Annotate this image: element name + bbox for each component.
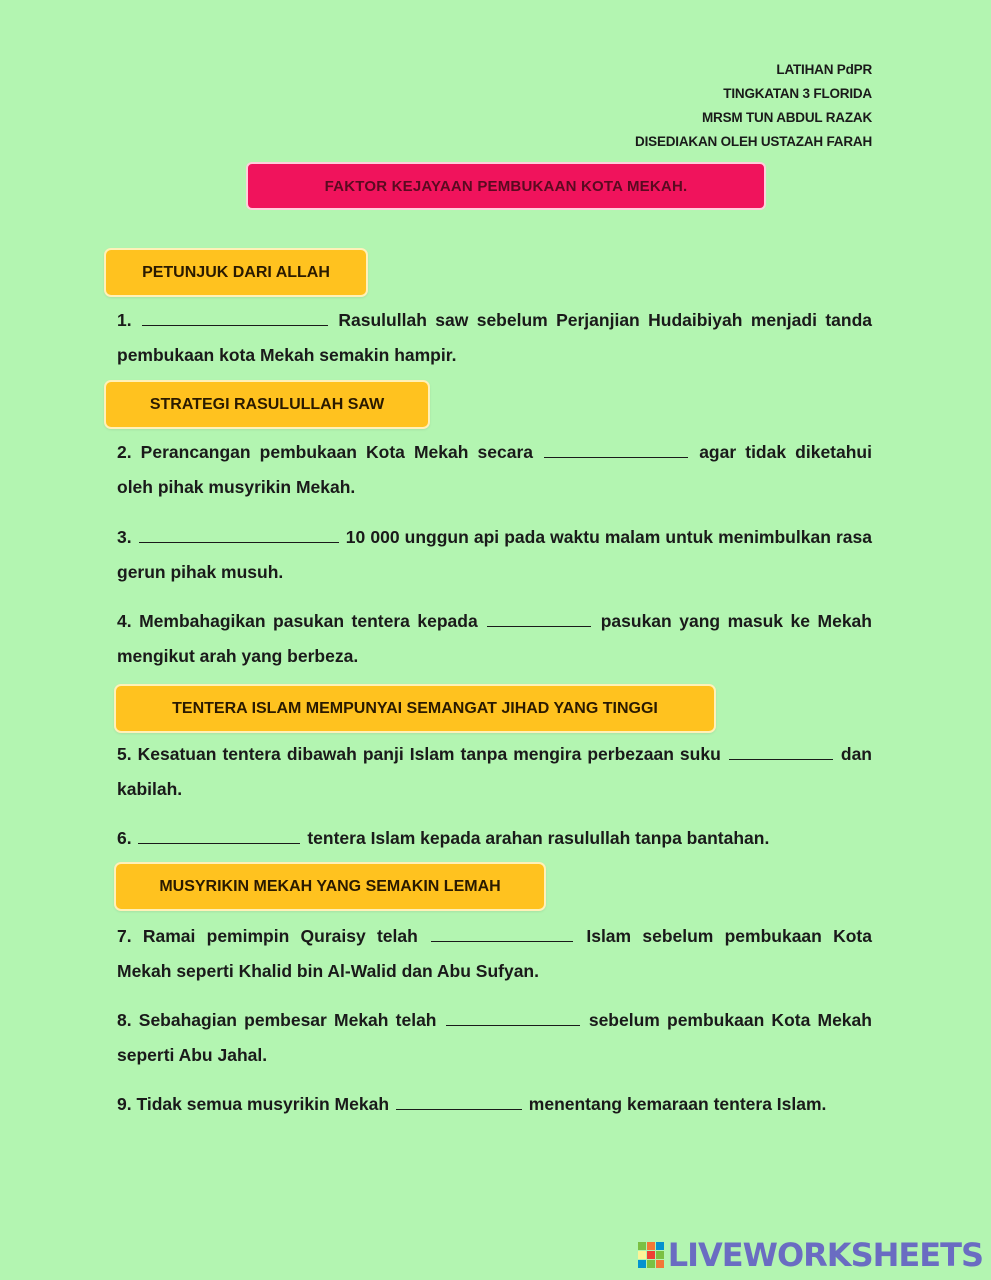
answer-blank-3[interactable] [139,522,339,543]
answer-blank-6[interactable] [138,823,300,844]
liveworksheets-logo [638,1236,983,1274]
section-header-musyrikin [114,862,546,911]
question-number: 6. [117,828,132,848]
worksheet-title-text: FAKTOR KEJAYAAN PEMBUKAAN KOTA MEKAH. [324,177,688,195]
header-line-1: LATIHAN PdPR [776,62,872,77]
question-6 [117,821,872,856]
answer-blank-4[interactable] [487,606,591,627]
worksheet-title [246,162,766,210]
question-9 [117,1087,872,1122]
section-header-petunjuk [104,248,368,297]
question-2 [117,435,872,505]
answer-blank-5[interactable] [729,739,833,760]
section-label: MUSYRIKIN MEKAH YANG SEMAKIN LEMAH [159,877,501,895]
worksheet-header [635,58,872,154]
question-text: 8. Sebahagian pembesar Mekah telah [117,1010,437,1030]
section-label: TENTERA ISLAM MEMPUNYAI SEMANGAT JIHAD YANG TINGGI [172,699,658,717]
answer-blank-1[interactable] [142,305,328,326]
liveworksheets-logo-text: LIVEWORKSHEETS [667,1236,983,1274]
question-text: tentera Islam kepada arahan rasulullah tanpa bantahan. [307,828,770,848]
liveworksheets-logo-icon [638,1242,664,1268]
question-number: 3. [117,527,132,547]
question-text: menentang kemaraan tentera Islam. [528,1094,827,1114]
header-line-3: MRSM TUN ABDUL RAZAK [702,110,872,125]
section-header-tentera [114,684,716,733]
question-text: 9. Tidak semua musyrikin Mekah [117,1094,390,1114]
answer-blank-7[interactable] [431,921,573,942]
header-line-2: TINGKATAN 3 FLORIDA [723,86,872,101]
section-label: PETUNJUK DARI ALLAH [142,263,330,281]
question-3 [117,520,872,590]
question-text: 2. Perancangan pembukaan Kota Mekah secara [117,442,533,462]
question-text: sebelum pembukaan Kota Mekah seperti Abu Jahal. [117,1010,872,1065]
question-text: pasukan yang masuk ke Mekah mengikut arah yang berbeza. [117,611,872,666]
question-text: agar tidak diketahui oleh pihak musyrikin Mekah. [117,442,872,497]
section-header-strategi [104,380,430,429]
question-text: 5. Kesatuan tentera dibawah panji Islam tanpa mengira perbezaan suku [117,744,721,764]
question-8 [117,1003,872,1073]
question-text: 10 000 unggun api pada waktu malam untuk menimbulkan rasa gerun pihak musuh. [117,527,872,582]
question-number: 1. [117,310,132,330]
question-text: 4. Membahagikan pasukan tentera kepada [117,611,478,631]
answer-blank-9[interactable] [396,1089,522,1110]
question-text: Islam sebelum pembukaan Kota Mekah seperti Khalid bin Al-Walid dan Abu Sufyan. [117,926,872,981]
question-text: Rasulullah saw sebelum Perjanjian Hudaibiyah menjadi tanda pembukaan kota Mekah semakin hampir. [117,310,872,365]
header-line-4: DISEDIAKAN OLEH USTAZAH FARAH [635,134,872,149]
question-text: 7. Ramai pemimpin Quraisy telah [117,926,418,946]
answer-blank-8[interactable] [446,1005,580,1026]
question-1 [117,303,872,373]
answer-blank-2[interactable] [544,437,688,458]
section-label: STRATEGI RASULULLAH SAW [149,395,385,413]
question-7 [117,919,872,989]
question-5 [117,737,872,807]
question-4 [117,604,872,674]
question-text: dan kabilah. [117,744,872,799]
